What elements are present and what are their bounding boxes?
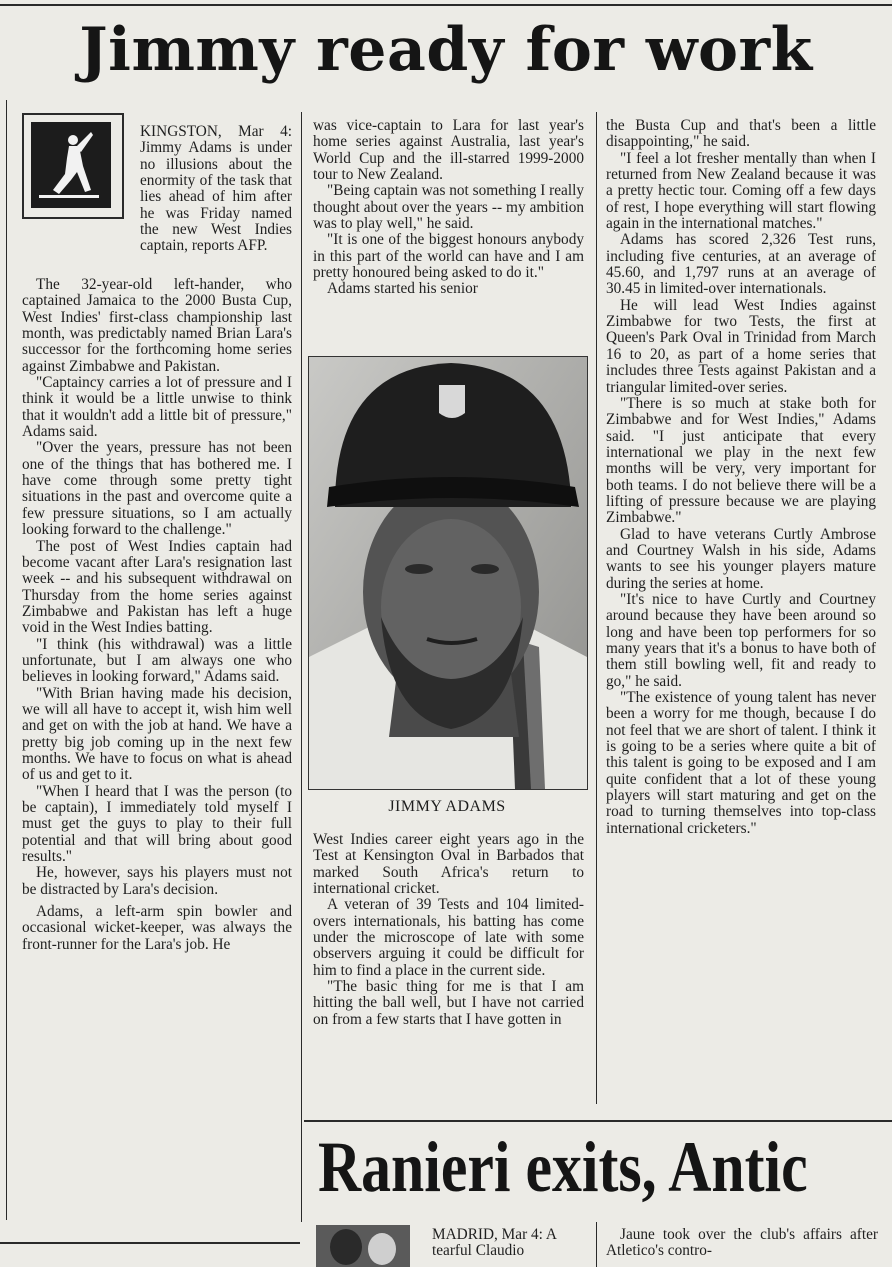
second-article-column-rule (596, 1222, 597, 1267)
article-column-3 (606, 118, 876, 837)
paragraph: West Indies career eight years ago in the Test at Kensington Oval in Barbados that marked South Africa's return to international cricket. (313, 831, 584, 898)
paragraph: "With Brian having made his decision, we will all have to accept it, wish him well and get on with the job at hand. We have a pretty big job coming up in the next few months. We have to focus on what is ahead of us and get to it. (22, 684, 292, 784)
second-article-column-1 (432, 1227, 590, 1267)
paragraph: "Being captain was not something I really thought about over the years -- my ambition was to play well," he said. (313, 182, 584, 233)
paragraph: He will lead West Indies against Zimbabwe for two Tests, the first at Queen's Park Oval in Trinidad from March 16 to 20, as part of a home series that includes three Tests against Pakistan and a triangular limited-over series. (606, 296, 876, 396)
paragraph: "There is so much at stake both for Zimbabwe and for West Indies," Adams said. "I just anticipate that every international we play in the next few months will be very, very important for both teams. I do not believe there will be a lifting of pressure because we are playing Zimbabwe." (606, 394, 876, 527)
paragraph: "It is one of the biggest honours anybody in this part of the world can have and I am pretty honoured being asked to do it." (313, 231, 584, 282)
jimmy-adams-photo (308, 356, 588, 790)
photo-caption: JIMMY ADAMS (388, 798, 506, 815)
paragraph: Adams has scored 2,326 Test runs, including five centuries, at an average of 45.60, and 1,797 runs at an average of 30.45 in limited-over internationals. (606, 231, 876, 298)
column-rule-2 (596, 112, 597, 1104)
dateline-paragraph: KINGSTON, Mar 4: Jimmy Adams is under no illusions about the enormity of the task that lies ahead of him after he was Friday named the new West Indies captain, reports AFP. (140, 123, 292, 255)
paragraph: Adams started his senior (327, 280, 478, 298)
paragraph: The 32-year-old left-hander, who captained Jamaica to the 2000 Busta Cup, West Indies' first-class championship last month, was predictably named Brian Lara's successor for the forthcoming home series against Zimbabwe and Pakistan. (22, 276, 292, 375)
article-column-1-body (22, 277, 292, 953)
paragraph: "The basic thing for me is that I am hitting the ball well, but I have not carried on from a few starts that I have gotten in (313, 978, 584, 1028)
article-column-2-top (313, 118, 584, 298)
paragraph: A veteran of 39 Tests and 104 limited-overs internationals, his batting has come under the microscope of late with some observers arguing it could be difficult for him to find a place in the current side. (313, 896, 584, 979)
top-rule (0, 4, 892, 6)
paragraph: He, however, says his players must not be distracted by Lara's decision. (22, 864, 292, 898)
second-article-column-2 (606, 1227, 878, 1267)
second-article-headline: Ranieri exits, Antic (318, 1127, 808, 1207)
article-column-2-bottom (313, 832, 584, 1028)
paragraph: "The existence of young talent has never been a worry for me though, because I do not feel that we are short of talent. I think it is going to be a series where quite a bit of this talent is going to be exposed and I am quite confident that a lot of these young players will start maturing and get on the road to turning themselves into top-class international cricketers." (606, 689, 876, 837)
paragraph: was vice-captain to Lara for last year's home series against Australia, last year's World Cup and the ill-starred 1999-2000 tour to New Zealand. (313, 117, 584, 184)
paragraph: "Captaincy carries a lot of pressure and I think it would be a little unwise to think that it wouldn't add a little bit of pressure," Adams said. (22, 374, 292, 441)
article-column-1 (22, 124, 292, 255)
paragraph: "Over the years, pressure has not been one of the things that has bothered me. I have come through some pretty tight situations in the past and overcome quite a few pressure situations, so I am actually looking forward to the challenge." (22, 439, 292, 539)
paragraph: "I feel a lot fresher mentally than when I returned from New Zealand because it was a pretty hectic tour. Coming off a few days of rest, I hope everything will start flowing again in the international matches." (606, 149, 876, 233)
column-rule-1 (301, 112, 302, 1222)
paragraph: Glad to have veterans Curtly Ambrose and Courtney Walsh in his side, Adams wants to see his younger players mature during the series at home. (606, 525, 876, 592)
portrait-image (309, 357, 587, 789)
paragraph: "I think (his withdrawal) was a little unfortunate, but I am always one who believes in looking forward," Adams said. (22, 635, 292, 686)
paragraph: Jaune took over the club's affairs after Atletico's contro- (606, 1227, 878, 1260)
paragraph: The post of West Indies captain had become vacant after Lara's resignation last week -- and his subsequent withdrawal on Thursday from the home series against Zimbabwe and Pakistan has left a huge void in the West Indies batting. (22, 537, 292, 637)
thumbnail-image (316, 1225, 410, 1267)
second-article-photo (316, 1225, 410, 1267)
left-bottom-rule (0, 1242, 300, 1244)
paragraph: "It's nice to have Curtly and Courtney around because they have been around so long and have been top performers for so many years that it's a bonus to have both of them still bowling well, fit and ready to go," he said. (606, 590, 876, 690)
paragraph: "When I heard that I was the person (to be captain), I immediately told myself I must get the guys to play to their full potential and that will bring about good results." (22, 782, 292, 866)
paragraph: Adams, a left-arm spin bowler and occasional wicket-keeper, was always the front-runner for the Lara's job. He (22, 903, 292, 953)
paragraph: MADRID, Mar 4: A tearful Claudio (432, 1227, 557, 1260)
paragraph: the Busta Cup and that's been a little disappointing," he said. (606, 117, 876, 151)
article-headline: Jimmy ready for work (79, 15, 813, 85)
left-margin-rule (6, 100, 7, 1220)
